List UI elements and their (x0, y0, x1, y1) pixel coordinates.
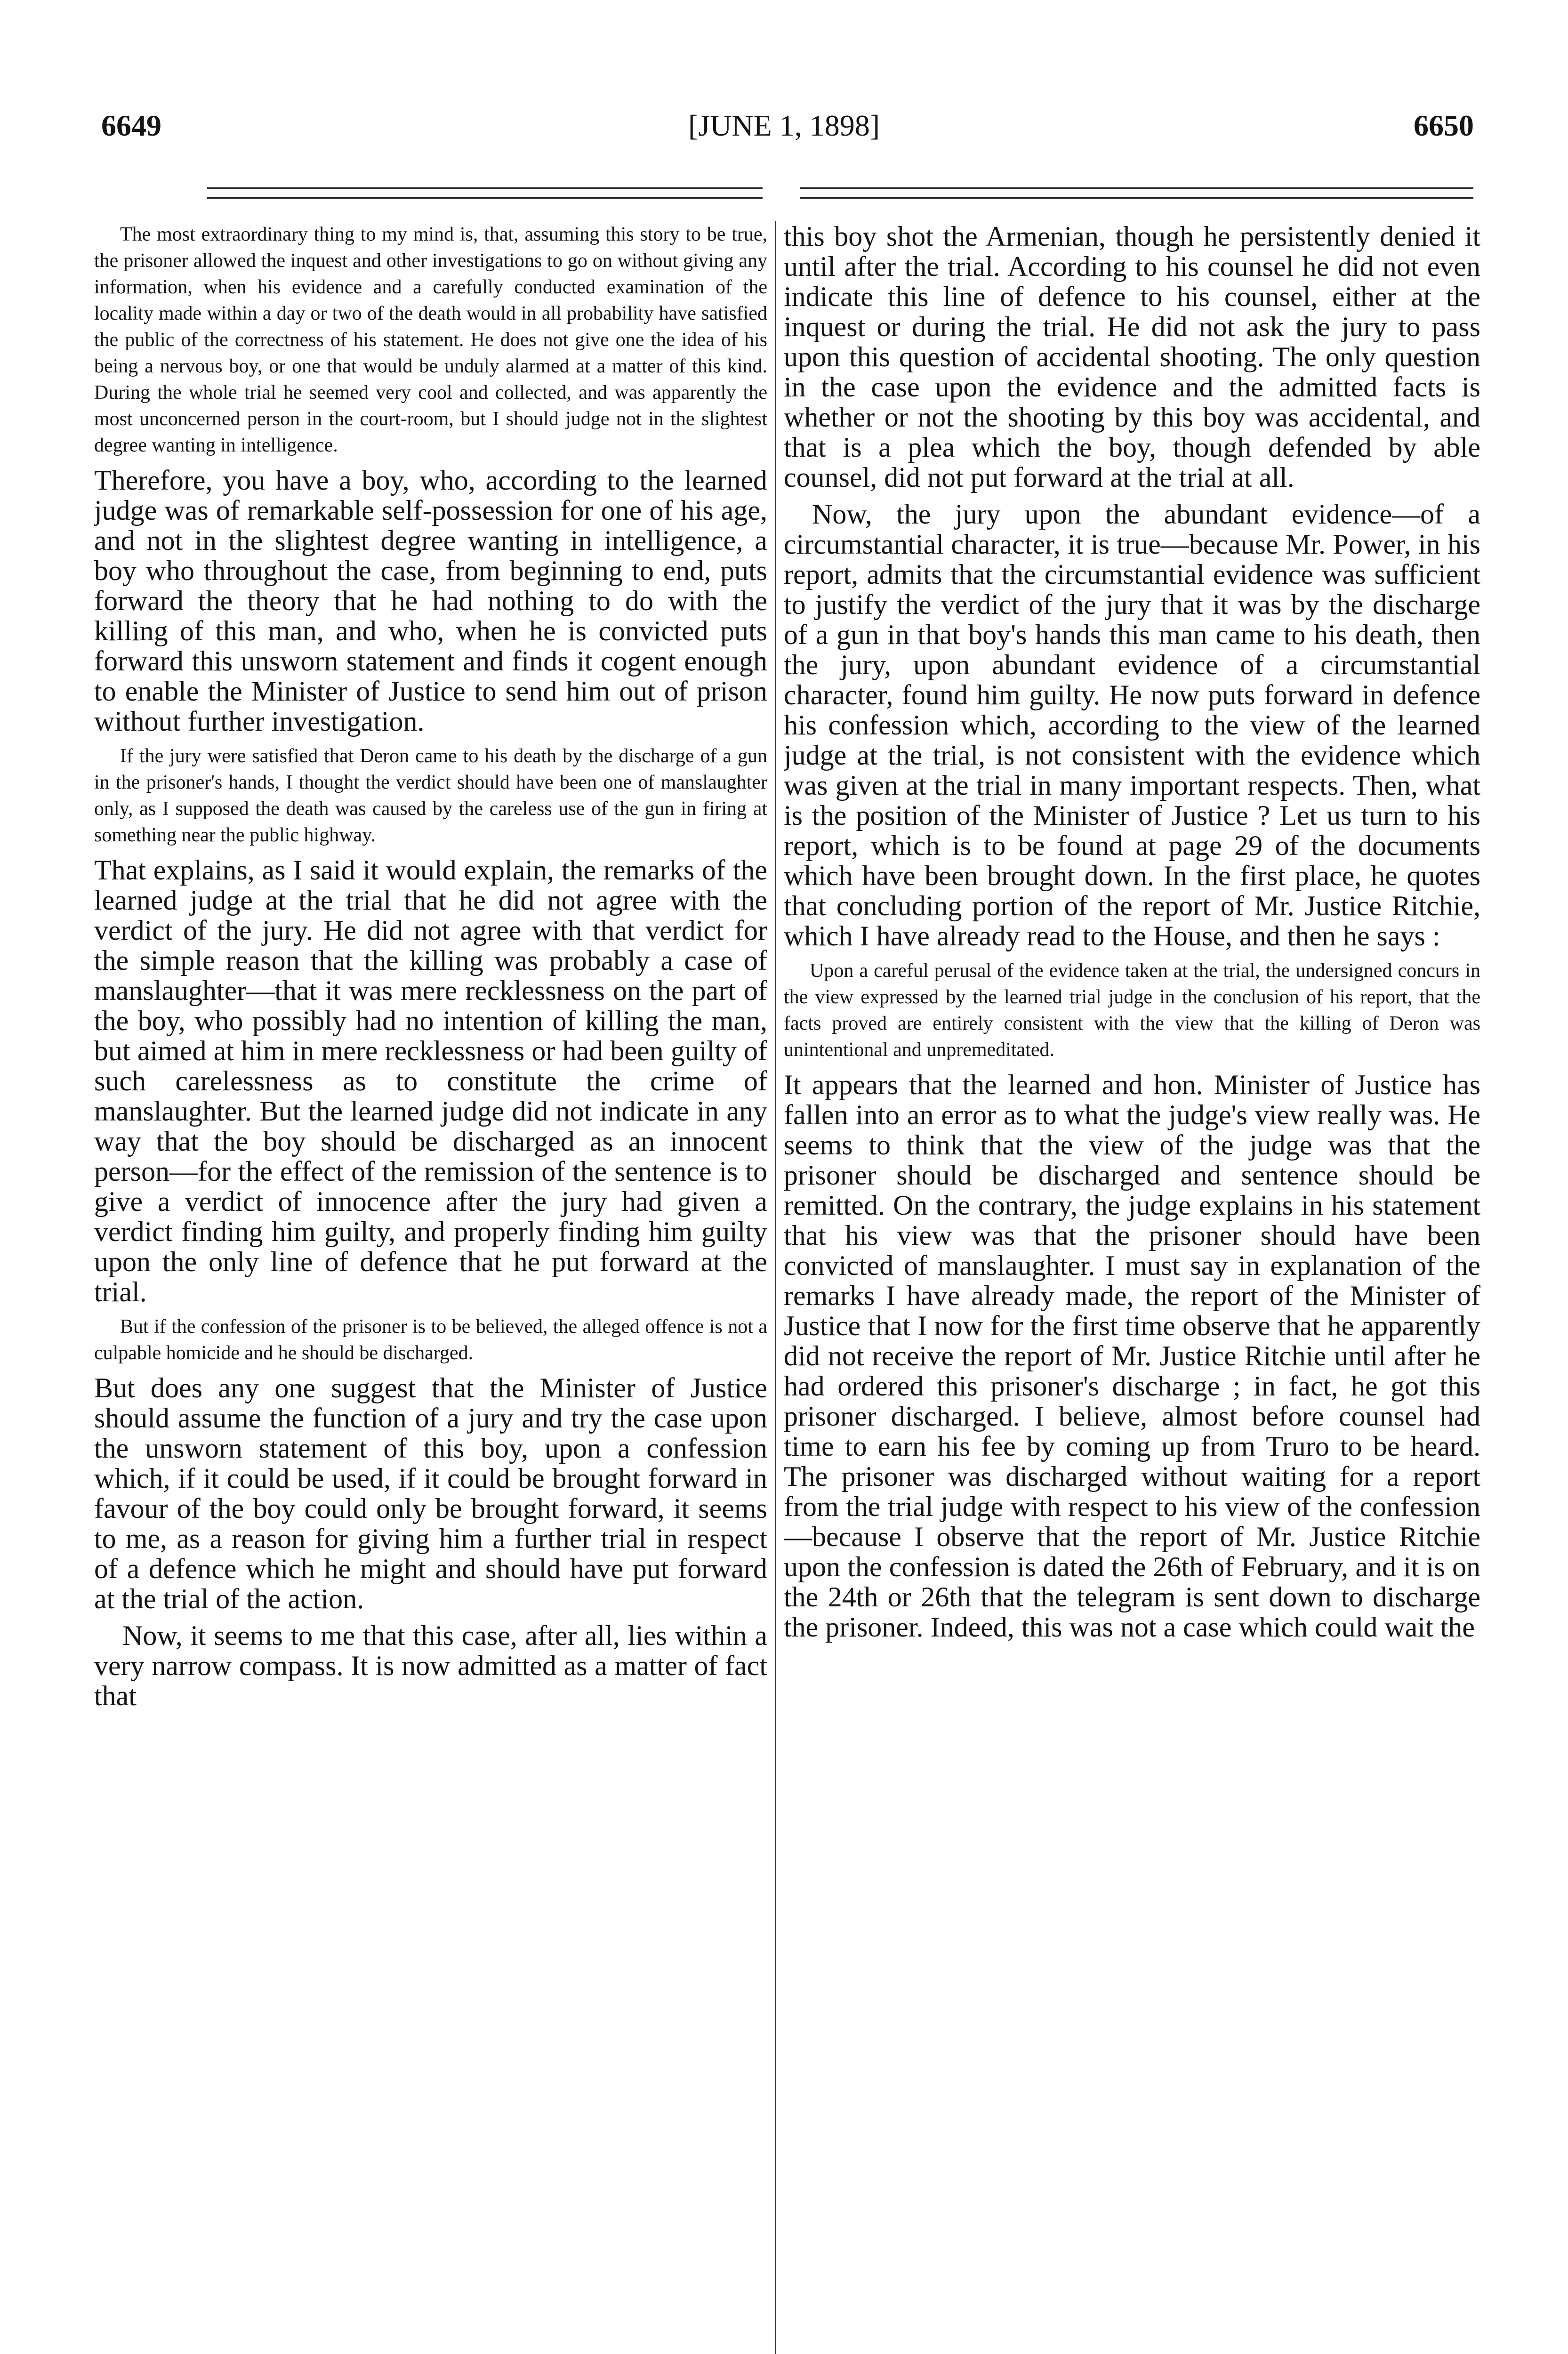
quoted-minister-report: Upon a careful perusal of the evidence taken at the trial, the undersigned concurs in the view expressed by the learned trial judge in the conclusion of his report, that the facts proved are entirely consistent with the view that the killing of Deron was unintentional and unpremeditated. (784, 960, 1480, 1061)
speech-paragraph: Therefore, you have a boy, who, according to the learned judge was of remarkable self-possession for one of his age, and not in the slightest degree wanting in intelligence, a boy who throughout the case, from beginning to end, puts forward the theory that he had nothing to do with the killing of this man, and who, when he is convicted puts forward this unsworn statement and finds it cogent enough to enable the Minister of Justice to send him out of prison without further investigation. (94, 465, 767, 737)
page-date: [JUNE 1, 1898] (688, 109, 880, 142)
page-header (0, 0, 1568, 188)
column-divider (775, 221, 776, 2354)
page-number-right: 6650 (1414, 109, 1474, 142)
speech-paragraph: Now, the jury upon the abundant evidence—of a circumstantial character, it is true—because Mr. Power, in his report, admits that the circumstantial evidence was sufficient to justify the verdict of the jury that it was by the discharge of a gun in that boy's hands this man came to his death, then the jury, upon abundant evidence of a circumstantial character, found him guilty. He now puts forward in defence his confession which, according to the view of the learned judge at the trial, is not consistent with the evidence which was given at the trial in many important respects. Then, what is the position of the Minister of Justice ? Let us turn to his report, which is to be found at page 29 of the documents which have been brought down. In the first place, he quotes that concluding portion of the report of Mr. Justice Ritchie, which I have already read to the House, and then he says : (784, 499, 1480, 951)
header-rule-right-2 (800, 197, 1473, 199)
quoted-judge-report: If the jury were satisfied that Deron came to his death by the discharge of a gun in the prisoner's hands, I thought the verdict should have been one of manslaughter only, as I supposed the death was caused by the careless use of the gun in firing at something near the public highway. (94, 745, 767, 846)
quoted-judge-report: The most extraordinary thing to my mind is, that, assuming this story to be true, the prisoner allowed the inquest and other investigations to go on without giving any information, when his evidence and a carefully conducted examination of the locality made within a day or two of the death would in all probability have satisfied the public of the correctness of his statement. He does not give one the idea of his being a nervous boy, or one that would be unduly alarmed at a matter of this kind. During the whole trial he seemed very cool and collected, and was apparently the most unconcerned person in the court-room, but I should judge not in the slightest degree wanting in intelligence. (94, 224, 767, 456)
speech-paragraph: this boy shot the Armenian, though he persistently denied it until after the trial. According to his counsel he did not even indicate this line of defence to his counsel, either at the inquest or during the trial. He did not ask the jury to pass upon this question of accidental shooting. The only question in the case upon the evidence and the admitted facts is whether or not the shooting by this boy was accidental, and that is a plea which the boy, though defended by able counsel, did not put forward at the trial at all. (784, 221, 1480, 493)
page-number-left: 6649 (101, 109, 161, 142)
header-rule-right (800, 187, 1473, 189)
right-column (784, 221, 1480, 2354)
speech-paragraph: That explains, as I said it would explain, the remarks of the learned judge at the trial that he did not agree with the verdict of the jury. He did not agree with that verdict for the simple reason that the killing was probably a case of manslaughter—that it was mere recklessness on the part of the boy, who possibly had no intention of killing the man, but aimed at him in mere recklessness or had been guilty of such carelessness as to constitute the crime of manslaughter. But the learned judge did not indicate in any way that the boy should be discharged as an innocent person—for the effect of the remission of the sentence is to give a verdict of innocence after the jury had given a verdict finding him guilty, and properly finding him guilty upon the only line of defence that he put forward at the trial. (94, 855, 767, 1307)
header-rule-left (207, 187, 763, 189)
header-rule-left-2 (207, 197, 763, 199)
speech-paragraph: It appears that the learned and hon. Minister of Justice has fallen into an error as to what the judge's view really was. He seems to think that the view of the judge was that the prisoner should be discharged and sentence should be remitted. On the contrary, the judge explains in his statement that his view was that the prisoner should have been convicted of manslaughter. I must say in explanation of the remarks I have already made, the report of the Minister of Justice that I now for the first time observe that he apparently did not receive the report of Mr. Justice Ritchie until after he had ordered this prisoner's discharge ; in fact, he got this prisoner discharged. I believe, almost before counsel had time to earn his fee by coming up from Truro to be heard. The prisoner was discharged without waiting for a report from the trial judge with respect to his view of the confession—because I observe that the report of Mr. Justice Ritchie upon the confession is dated the 26th of February, and it is on the 24th or 26th that the telegram is sent down to discharge the prisoner. Indeed, this was not a case which could wait the (784, 1069, 1480, 1643)
speech-paragraph: But does any one suggest that the Minister of Justice should assume the function of a jury and try the case upon the unsworn statement of this boy, upon a confession which, if it could be used, if it could be brought forward in favour of the boy could only be brought forward, it seems to me, as a reason for giving him a further trial in respect of a defence which he might and should have put forward at the trial of the action. (94, 1372, 767, 1614)
speech-paragraph: Now, it seems to me that this case, after all, lies within a very narrow compass. It is now admitted as a matter of fact that (94, 1620, 767, 1711)
left-column (94, 221, 767, 2354)
quoted-judge-report: But if the confession of the prisoner is to be believed, the alleged offence is not a culpable homicide and he should be discharged. (94, 1316, 767, 1364)
